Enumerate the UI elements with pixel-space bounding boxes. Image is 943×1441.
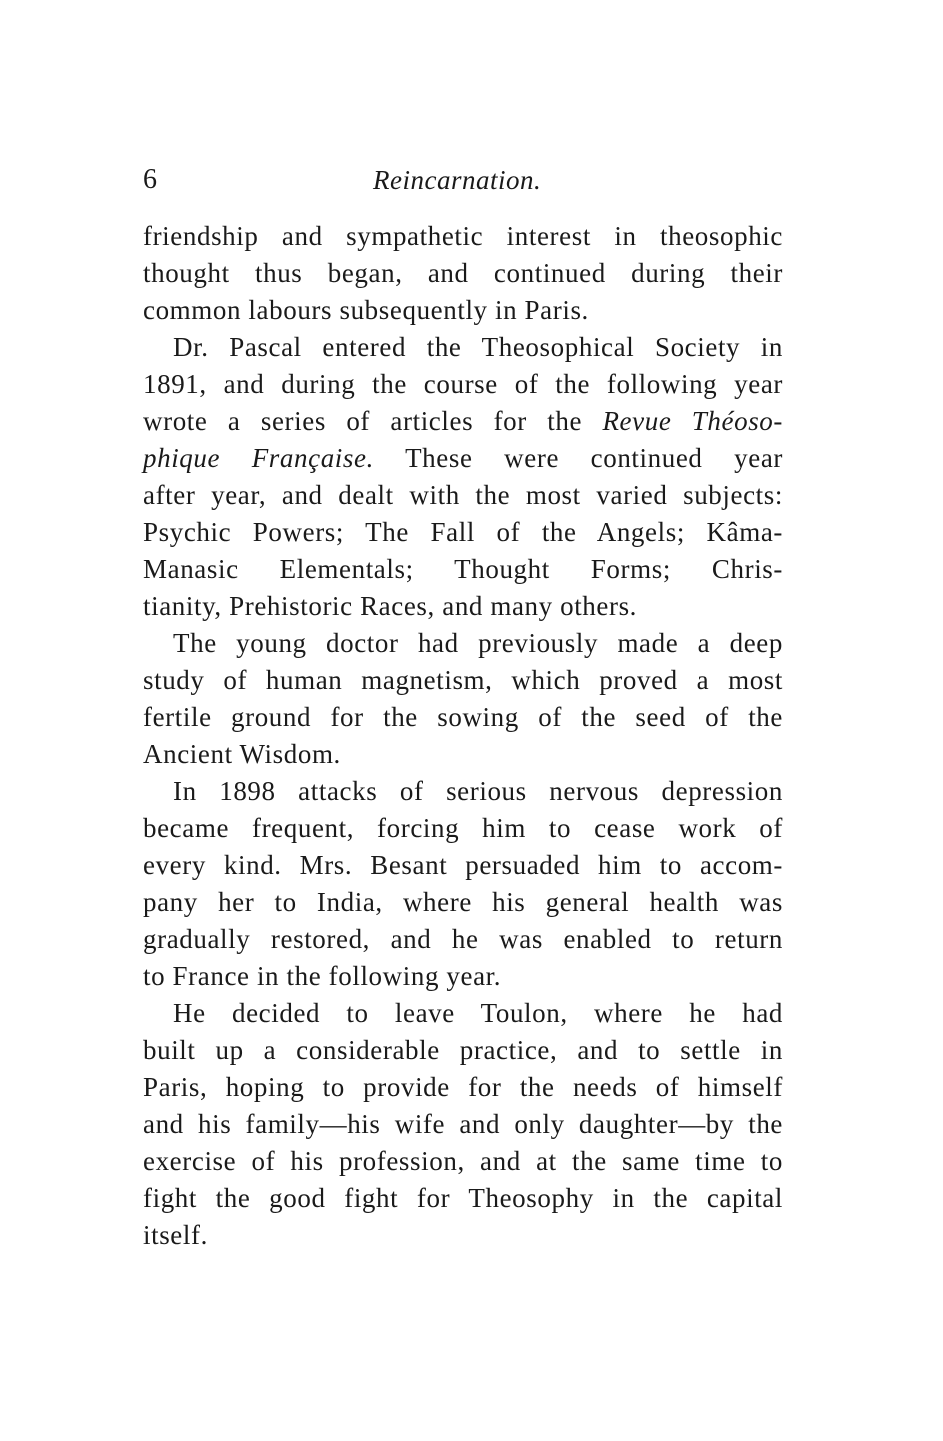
text-line: 1891, and during the course of the following year [143, 369, 783, 399]
running-title: Reincarnation. [373, 165, 542, 195]
body-text [143, 218, 783, 1254]
text-line [143, 403, 783, 440]
text-line [143, 440, 783, 477]
text-line: Ancient Wisdom. [143, 739, 341, 769]
text-line: built up a considerable practice, and to settle in [143, 1035, 783, 1065]
text-line: Paris, hoping to provide for the needs of himself [143, 1072, 783, 1102]
text-line: tianity, Prehistoric Races, and many others. [143, 591, 638, 621]
journal-title-part1: Revue Théoso- [602, 406, 783, 436]
text-line: to France in the following year. [143, 961, 502, 991]
text-line: exercise of his profession, and at the same time to [143, 1146, 783, 1176]
text-line: Manasic Elementals; Thought Forms; Chris- [143, 554, 783, 584]
text-line: study of human magnetism, which proved a most [143, 665, 783, 695]
text-line: In 1898 attacks of serious nervous depression [173, 776, 783, 806]
text-line: Dr. Pascal entered the Theosophical Society in [173, 332, 783, 362]
text-line: The young doctor had previously made a deep [173, 628, 783, 658]
text-segment: wrote a series of articles for the [143, 406, 583, 436]
running-head [143, 160, 783, 200]
text-line: pany her to India, where his general health was [143, 887, 783, 917]
text-line: Psychic Powers; The Fall of the Angels; Kâma- [143, 517, 783, 547]
text-segment: These were continued year [405, 443, 783, 473]
text-line: after year, and dealt with the most varied subjects: [143, 480, 783, 510]
text-line: gradually restored, and he was enabled to return [143, 924, 783, 954]
text-line: and his family—his wife and only daughter—by the [143, 1109, 783, 1139]
text-line: friendship and sympathetic interest in theosophic [143, 221, 783, 251]
text-line: common labours subsequently in Paris. [143, 295, 589, 325]
page-number: 6 [143, 164, 157, 195]
text-line: thought thus began, and continued during their [143, 258, 783, 288]
text-line: became frequent, forcing him to cease work of [143, 813, 783, 843]
text-line: fertile ground for the sowing of the seed of the [143, 702, 783, 732]
text-line: itself. [143, 1220, 208, 1250]
text-line: He decided to leave Toulon, where he had [173, 998, 783, 1028]
journal-title-part2: phique Française. [143, 443, 374, 473]
text-line: fight the good fight for Theosophy in the capital [143, 1183, 783, 1213]
text-line: every kind. Mrs. Besant persuaded him to accom- [143, 850, 783, 880]
